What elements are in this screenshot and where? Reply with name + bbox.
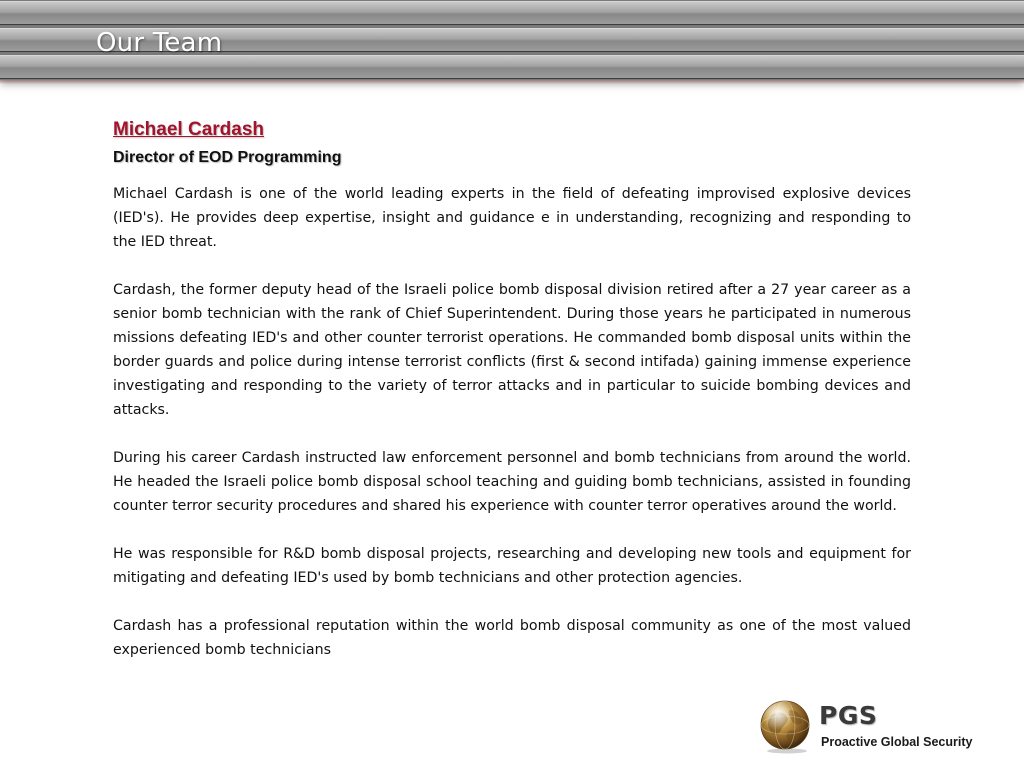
header-shadow <box>0 80 1024 84</box>
page-title: Our Team <box>96 28 223 58</box>
company-logo <box>757 698 997 756</box>
logo-mark: PGS <box>819 701 878 730</box>
person-name: Michael Cardash <box>113 119 264 140</box>
logo-tagline: Proactive Global Security <box>821 735 973 749</box>
bio-paragraph: He was responsible for R&D bomb disposal projects, researching and developing new tools and equipment for mitigating and defeating IED's used by bomb technicians and other protection agencies. <box>113 546 911 586</box>
bio <box>113 182 911 662</box>
bio-paragraph: Cardash has a professional reputation within the world bomb disposal community as one of the most valued experienced bomb technicians <box>113 618 911 658</box>
header-band <box>0 0 1024 80</box>
globe-icon <box>757 698 813 754</box>
header-strip-top <box>0 1 1024 25</box>
person-role: Director of EOD Programming <box>113 149 342 166</box>
bio-paragraph: Cardash, the former deputy head of the Israeli police bomb disposal division retired after a 27 year career as a senior bomb technician with the rank of Chief Superintendent. During those years he participated in numerous missions defeating IED's and other counter terrorist operations. He commanded bomb disposal units within the border guards and police during intense terrorist conflicts (first & second intifada) gaining immense experience investigating and responding to the variety of terror attacks and in particular to suicide bombing devices and attacks. <box>113 282 911 418</box>
bio-paragraph: During his career Cardash instructed law enforcement personnel and bomb technicians from around the world. He headed the Israeli police bomb disposal school teaching and guiding bomb technicians, assisted in founding counter terror security procedures and shared his experience with counter terror operatives around the world. <box>113 450 911 514</box>
bio-paragraph: Michael Cardash is one of the world leading experts in the field of defeating improvised explosive devices (IED's). He provides deep expertise, insight and guidance e in understanding, recognizing and responding to the IED threat. <box>113 186 911 250</box>
team-member-section <box>113 118 911 662</box>
